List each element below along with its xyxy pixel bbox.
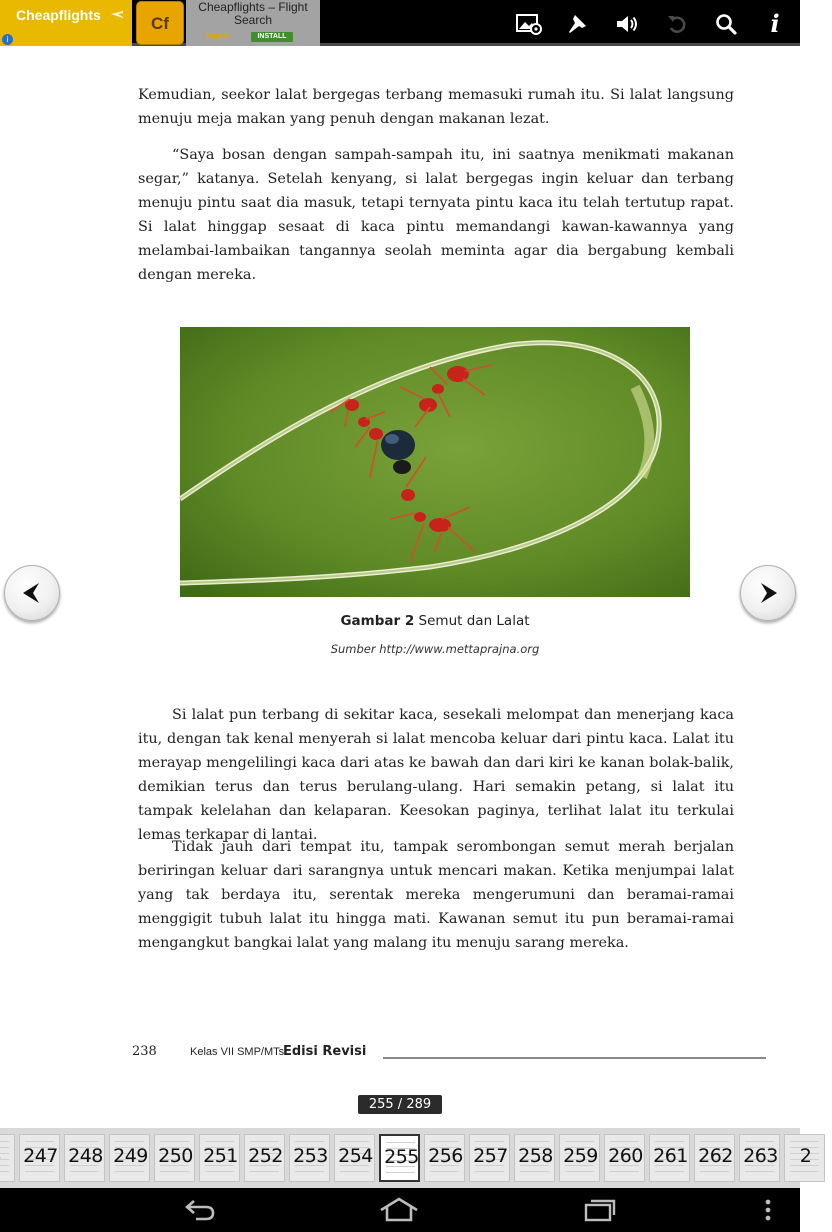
thumbnail-page[interactable]: 256	[424, 1134, 465, 1182]
previous-page-button[interactable]	[4, 565, 60, 621]
speaker-icon[interactable]	[612, 9, 642, 39]
thumbnail-page[interactable]: 260	[604, 1134, 645, 1182]
more-vertical-icon	[764, 1198, 772, 1222]
ad-app-title: Cheapflights – Flight Search	[198, 0, 308, 27]
thumbnail-page[interactable]: 250	[154, 1134, 195, 1182]
figure-caption-label: Gambar 2	[340, 613, 415, 629]
recent-apps-icon	[582, 1197, 618, 1223]
ad-banner[interactable]	[0, 0, 320, 46]
top-toolbar	[0, 0, 800, 46]
ad-app-panel[interactable]	[186, 0, 320, 46]
thumbnail-page-active[interactable]: 255	[379, 1134, 420, 1182]
thumbnail-page[interactable]: 248	[64, 1134, 105, 1182]
ad-free-label: FREE	[206, 32, 231, 42]
info-icon-glyph: i	[770, 9, 780, 38]
info-icon[interactable]	[760, 9, 790, 39]
ad-brand-panel[interactable]	[0, 0, 132, 46]
paragraph-2: “Saya bosan dengan sampah-sampah itu, ini saatnya menikmati makanan segar,” katanya. Setelah kenyang, si lalat bergegas ingin keluar dan terbang menuju pintu saat dia masuk, tetapi ternyata pintu kaca itu telah tertutup rapat. Si lalat hinggap sesaat di kaca pintu memandangi kawan-kawannya yang melambai-lambaikan tangannya seolah meminta agar dia bergabung kembali dengan mereka.	[138, 147, 734, 283]
paragraph-1: Kemudian, seekor lalat bergegas terbang memasuki rumah itu. Si lalat langsung menuju meja makan yang penuh dengan makanan lezat.	[138, 87, 734, 127]
recent-apps-button[interactable]	[578, 1194, 622, 1226]
footer-class-label: Kelas VII SMP/MTs	[190, 1046, 285, 1058]
thumbnail-page[interactable]	[0, 1134, 15, 1182]
footer-divider	[383, 1057, 766, 1059]
overflow-menu-button[interactable]	[756, 1194, 780, 1226]
figure-caption	[180, 613, 690, 629]
thumbnail-page[interactable]: 257	[469, 1134, 510, 1182]
thumbnail-page[interactable]: 258	[514, 1134, 555, 1182]
arrow-right-icon	[755, 580, 781, 606]
paragraph-4: Tidak jauh dari tempat itu, tampak serombongan semut merah berjalan beriringan keluar dari sarangnya untuk mencari makan. Ketika menjumpai lalat yang tak berdaya itu, serentak mereka mengerumuni dan beramai-ramai menggigit tubuh lalat itu hingga mati. Kawanan semut itu pun beramai-ramai mengangkut bangkai lalat yang malang itu menuju sarang mereka.	[138, 839, 734, 951]
figure-ants-and-fly	[180, 327, 690, 597]
arrow-left-icon	[19, 580, 45, 606]
thumbnail-strip[interactable]	[0, 1128, 812, 1188]
home-button[interactable]	[376, 1194, 422, 1226]
thumbnail-page[interactable]: 259	[559, 1134, 600, 1182]
thumbnail-page[interactable]: 251	[199, 1134, 240, 1182]
thumbnail-page[interactable]: 262	[694, 1134, 735, 1182]
image-settings-icon[interactable]	[514, 9, 544, 39]
thumbnail-page[interactable]: 263	[739, 1134, 780, 1182]
bookmark-pin-icon[interactable]	[562, 9, 592, 39]
paragraph-3: Si lalat pun terbang di sekitar kaca, sesekali melompat dan menerjang kaca itu, dengan tak kenal menyerah si lalat mencoba keluar dari pintu kaca. Lalat itu merayap mengelilingi kaca dari atas ke bawah dan dari kiri ke kanan bolak-balik, demikian terus dan terus berulang-ulang. Hari semakin petang, si lalat itu tampak kelelahan dan kelaparan. Keesokan paginya, terlihat lalat itu terkulai lemas terkapar di lantai.	[138, 707, 734, 843]
ad-info-icon[interactable]: i	[2, 34, 13, 45]
system-navigation-bar	[0, 1188, 800, 1232]
thumbnail-page[interactable]: 252	[244, 1134, 285, 1182]
rotate-icon[interactable]	[662, 9, 692, 39]
ad-brand-text: Cheapflights	[16, 7, 101, 23]
thumbnail-page[interactable]: 247	[19, 1134, 60, 1182]
home-icon	[378, 1197, 420, 1223]
footer-edition-label: Edisi Revisi	[283, 1044, 367, 1059]
back-arrow-icon	[182, 1197, 218, 1223]
thumbnail-page[interactable]: 261	[649, 1134, 690, 1182]
thumbnail-page[interactable]: 2	[784, 1134, 825, 1182]
figure-caption-text: Semut dan Lalat	[414, 613, 530, 629]
back-button[interactable]	[178, 1194, 222, 1226]
ad-app-logo[interactable]: Cf	[136, 1, 184, 45]
search-icon[interactable]	[711, 9, 741, 39]
plane-icon	[111, 9, 123, 19]
next-page-button[interactable]	[740, 565, 796, 621]
footer-page-number: 238	[132, 1044, 157, 1059]
thumbnail-page[interactable]: 253	[289, 1134, 330, 1182]
page-counter: 255 / 289	[358, 1095, 442, 1114]
figure-source: Sumber http://www.mettaprajna.org	[330, 642, 540, 656]
thumbnail-page[interactable]: 249	[109, 1134, 150, 1182]
thumbnail-page[interactable]: 254	[334, 1134, 375, 1182]
ad-install-button[interactable]: INSTALL	[251, 32, 293, 42]
